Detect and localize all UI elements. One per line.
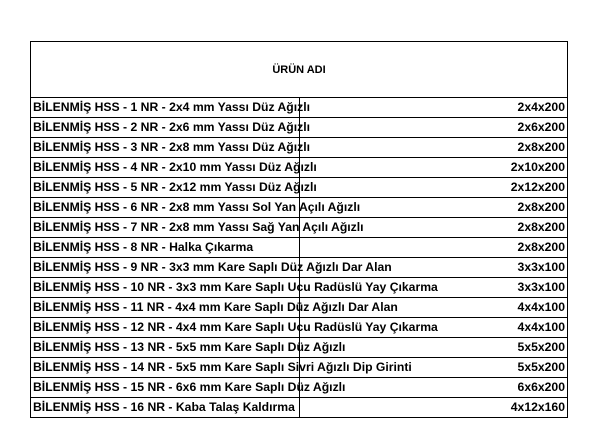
product-size-cell: 5x5x200	[299, 338, 568, 358]
product-name-cell: BİLENMİŞ HSS - 5 NR - 2x12 mm Yassı Düz Ağızlı	[31, 178, 300, 198]
product-name-cell: BİLENMİŞ HSS - 6 NR - 2x8 mm Yassı Sol Yan Açılı Ağızlı	[31, 198, 300, 218]
product-size-cell: 3x3x100	[299, 278, 568, 298]
product-name-cell: BİLENMİŞ HSS - 1 NR - 2x4 mm Yassı Düz Ağızlı	[31, 98, 300, 118]
product-name-cell: BİLENMİŞ HSS - 4 NR - 2x10 mm Yassı Düz Ağızlı	[31, 158, 300, 178]
table-header-row	[31, 42, 568, 98]
table-row	[31, 358, 568, 378]
product-sheet	[30, 41, 568, 418]
product-size-cell: 2x8x200	[299, 218, 568, 238]
product-name-cell: BİLENMİŞ HSS - 9 NR - 3x3 mm Kare Saplı Düz Ağızlı Dar Alan	[31, 258, 300, 278]
product-name-cell: BİLENMİŞ HSS - 16 NR - Kaba Talaş Kaldırma	[31, 398, 300, 418]
product-table-body	[31, 42, 568, 418]
table-row	[31, 158, 568, 178]
product-size-cell: 2x8x200	[299, 198, 568, 218]
product-size-cell: 2x8x200	[299, 238, 568, 258]
product-name-cell: BİLENMİŞ HSS - 10 NR - 3x3 mm Kare Saplı Ucu Radüslü Yay Çıkarma	[31, 278, 300, 298]
table-row	[31, 378, 568, 398]
product-size-cell: 4x4x100	[299, 318, 568, 338]
product-table	[30, 41, 568, 418]
product-name-cell: BİLENMİŞ HSS - 3 NR - 2x8 mm Yassı Düz Ağızlı	[31, 138, 300, 158]
product-size-cell: 2x4x200	[299, 98, 568, 118]
product-name-cell: BİLENMİŞ HSS - 12 NR - 4x4 mm Kare Saplı Ucu Radüslü Yay Çıkarma	[31, 318, 300, 338]
product-size-cell: 3x3x100	[299, 258, 568, 278]
table-row	[31, 98, 568, 118]
table-row	[31, 258, 568, 278]
table-row	[31, 278, 568, 298]
table-row	[31, 338, 568, 358]
table-row	[31, 318, 568, 338]
product-size-cell: 6x6x200	[299, 378, 568, 398]
product-name-cell: BİLENMİŞ HSS - 14 NR - 5x5 mm Kare Saplı Sivri Ağızlı Dip Girinti	[31, 358, 300, 378]
table-row	[31, 178, 568, 198]
product-size-cell: 4x4x100	[299, 298, 568, 318]
product-size-cell: 4x12x160	[299, 398, 568, 418]
table-row	[31, 138, 568, 158]
table-row	[31, 238, 568, 258]
product-size-cell: 2x8x200	[299, 138, 568, 158]
table-row	[31, 218, 568, 238]
product-name-cell: BİLENMİŞ HSS - 13 NR - 5x5 mm Kare Saplı Düz Ağızlı	[31, 338, 300, 358]
product-size-cell: 5x5x200	[299, 358, 568, 378]
product-size-cell: 2x6x200	[299, 118, 568, 138]
product-size-cell: 2x10x200	[299, 158, 568, 178]
product-name-cell: BİLENMİŞ HSS - 7 NR - 2x8 mm Yassı Sağ Yan Açılı Ağızlı	[31, 218, 300, 238]
column-header-product-name: ÜRÜN ADI	[31, 42, 568, 98]
product-name-cell: BİLENMİŞ HSS - 11 NR - 4x4 mm Kare Saplı Düz Ağızlı Dar Alan	[31, 298, 300, 318]
product-name-cell: BİLENMİŞ HSS - 2 NR - 2x6 mm Yassı Düz Ağızlı	[31, 118, 300, 138]
product-name-cell: BİLENMİŞ HSS - 15 NR - 6x6 mm Kare Saplı Düz Ağızlı	[31, 378, 300, 398]
product-name-cell: BİLENMİŞ HSS - 8 NR - Halka Çıkarma	[31, 238, 300, 258]
product-size-cell: 2x12x200	[299, 178, 568, 198]
table-row	[31, 298, 568, 318]
table-row	[31, 398, 568, 418]
table-row	[31, 198, 568, 218]
table-row	[31, 118, 568, 138]
